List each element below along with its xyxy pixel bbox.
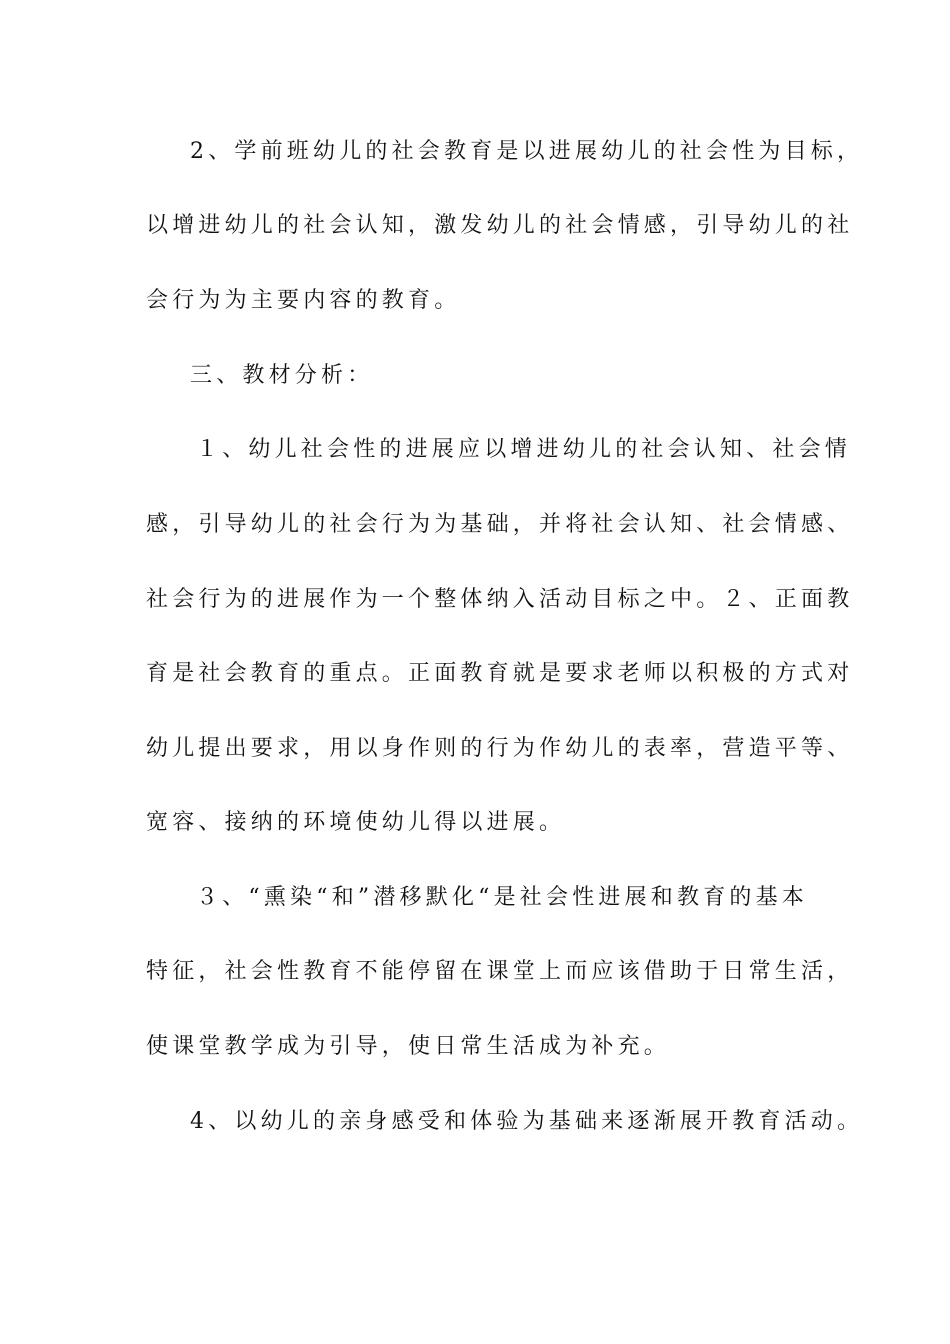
text-line: 4、以幼儿的亲身感受和体验为基础来逐渐展开教育活动。 — [190, 1109, 864, 1134]
section-heading: 三、教材分析： — [190, 363, 374, 388]
text-line: 会行为为主要内容的教育。 — [146, 288, 461, 313]
text-line: 特征，社会性教育不能停留在课堂上而应该借助于日常生活， — [146, 959, 854, 984]
text-line: 幼儿提出要求，用以身作则的行为作幼儿的表率，营造平等、 — [146, 736, 854, 761]
text-line: １、幼儿社会性的进展应以增进幼儿的社会认知、社会情 — [196, 437, 852, 462]
text-line: 宽容、接纳的环境使幼儿得以进展。 — [146, 810, 566, 835]
text-line: 育是社会教育的重点。正面教育就是要求老师以积极的方式对 — [146, 661, 854, 686]
text-line: ３、“熏染“和”潜移默化“是社会性进展和教育的基本 — [196, 885, 808, 910]
text-line: 以增进幼儿的社会认知，激发幼儿的社会情感，引导幼儿的社 — [146, 213, 854, 238]
text-line: 感，引导幼儿的社会行为为基础，并将社会认知、社会情感、 — [146, 512, 854, 537]
text-line: 使课堂教学成为引导，使日常生活成为补充。 — [146, 1034, 671, 1059]
text-line: 社会行为的进展作为一个整体纳入活动目标之中。２、正面教 — [146, 587, 854, 612]
text-line: 2、学前班幼儿的社会教育是以进展幼儿的社会性为目标， — [190, 139, 864, 164]
